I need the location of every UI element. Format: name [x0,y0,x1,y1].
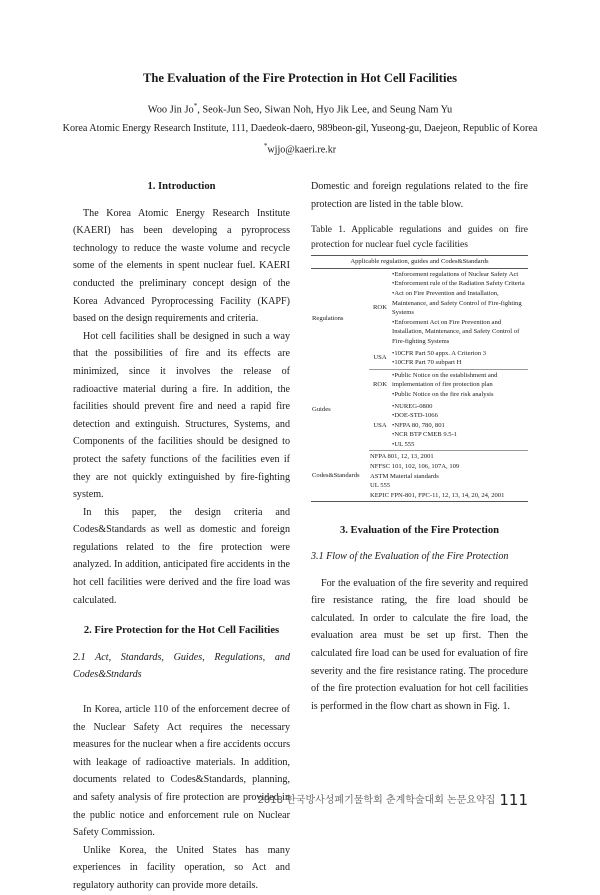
regulations-label: Regulations [312,315,344,323]
list-item: • NFPA 80, 780, 801 [392,421,527,431]
paper-title: The Evaluation of the Fire Protection in Hot Cell Facilities [143,71,457,85]
table-header: Applicable regulation, guides and Codes&Standards [311,256,528,269]
regulations-rok-items [391,268,528,347]
guides-usa-items [391,401,528,451]
list-item: • 10CFR Part 50 appx. A Criterion 3 [392,349,527,359]
affiliation: Korea Atomic Energy Research Institute, 111, Daedeok-daero, 989beon-gil, Yuseong-gu, Daejeon, Republic of Korea [62,123,538,134]
codes-standards-items [369,451,528,502]
codes-standards-label: Codes&Standards [311,451,369,502]
regulations-usa-label: USA [369,348,391,370]
email-mark: * [263,142,268,150]
left-column [73,178,290,895]
list-item: KEPIC FPN-801, FPC-11, 12, 13, 14, 20, 24, 2001 [370,491,505,499]
list-item: ASTM Material standards [370,472,439,480]
page-footer [258,791,529,809]
subsection-2-1-heading: 2.1 Act, Standards, Guides, Regulations, and Codes&Stndards [73,651,290,681]
table-caption: Table 1. Applicable regulations and guides on fire protection for nuclear fuel cycle facilities [311,225,528,251]
list-item: • Public Notice on the establishment and implementation of fire protection plan [392,371,527,390]
section-introduction-heading: 1. Introduction [147,181,216,192]
regulations-rok-label: ROK [373,304,387,312]
section-2-1-paragraph-1: In Korea, article 110 of the enforcement decree of the Nuclear Safety Act requires the necessary measures for the nuclear when a fire accidents occurs with leakage of radioactive materials. In addition, documents related to Codes&Standards, planning, and safety analysis of fire protection are provided in the public notice and enforcement rule on Nuclear Safety Commission. [73,704,290,839]
guides-label: Guides [312,406,331,414]
conference-name: 2018 한국방사성폐기물학회 춘계학술대회 논문요약집 [257,795,496,806]
subsection-3-1-heading: 3.1 Flow of the Evaluation of the Fire Protection [311,551,509,563]
list-item: • 10CFR Part 70 subpart H [392,358,527,368]
corresponding-mark: * [193,102,198,110]
guides-rok-label: ROK [373,381,387,389]
regulations-table [311,255,528,502]
list-item: • Enforcement regulations of Nuclear Safety Act [392,270,527,280]
section-3-1-paragraph: For the evaluation of the fire severity and required fire resistance rating, the fire load should be calculated. In order to calculate the fire load, the evaluation area must be set up first. Then the calculated fire load can be used for evaluation of fire severity and the fire resistance rating. The procedure of the fire protection evaluation for hot cell facilities is performed in the flow chart as shown in Fig. 1. [311,577,528,712]
intro-paragraph-2: Hot cell facilities shall be designed in such a way that the possibilities of fire and its effects are minimized, since it involves the release of radioactive material during a fire. In addition, the facilities should prevent fire and need a rapid fire detection and extinguish. Structures, Systems, and Components of the facilities should be designed to protect the safety functions of the facilities even if they are not quickly extinguished by fire-fighting system. [73,330,290,501]
continuation-paragraph: Domestic and foreign regulations related to the fire protection are listed in the table blow. [311,181,528,210]
list-item: NFFSC 101, 102, 106, 107A, 109 [370,463,460,471]
list-item: • Enforcement rule of the Radiation Safety Criteria [392,279,527,289]
regulations-usa-items [391,348,528,370]
section-2-1-paragraph-2: Unlike Korea, the United States has many experiences in facility operation, so Act and regulatory authority can provide more details. [73,844,290,891]
page-number: 111 [499,791,528,809]
list-item: NFPA 801, 12, 13, 2001 [370,453,434,461]
list-item: • NCR BTP CMEB 9.5-1 [392,430,527,440]
section-evaluation-heading: 3. Evaluation of the Fire Protection [339,525,500,537]
corresponding-author: Woo Jin Jo [147,104,194,116]
section-fire-protection-heading: 2. Fire Protection for the Hot Cell Facilities [83,625,280,637]
email-address: wjjo@kaeri.re.kr [267,144,337,156]
intro-paragraph-1: The Korea Atomic Energy Research Institute (KAERI) has been developing a pyroprocess technology to reduce the waste volume and recycle some of the elements in spent nuclear fuel. KAERI conducted the preliminary concept design of the Korea Advanced Pyroprocessing Facility (KAPF) based on the design requirements and criteria. [73,207,290,325]
list-item: • UL 555 [392,440,527,450]
guides-usa-label: USA [369,401,391,451]
list-item: • Public Notice on the fire risk analysis [392,390,527,400]
list-item: • NUREG-0800 [392,402,527,412]
list-item: • Enforcement Act on Fire Prevention and Installation, Maintenance, and Safety Control of Fire-fighting Systems [392,318,527,347]
intro-paragraph-3: In this paper, the design criteria and Codes&Standards as well as domestic and foreign regulations related to the fire protection were analyzed. In addition, anticipated fire accidents in the hot cell facilities were derived and the fire load was calculated. [73,506,290,606]
guides-rok-items [391,369,528,400]
right-column [311,178,528,715]
list-item: UL 555 [370,482,391,490]
author-list [0,102,600,115]
list-item: • Act on Fire Prevention and Installation, Maintenance, and Safety Control of Fire-fighting Systems [392,289,527,318]
list-item: • DOE-STD-1066 [392,411,527,421]
contact-email [0,142,600,155]
co-authors: , Seok-Jun Seo, Siwan Noh, Hyo Jik Lee, and Seung Nam Yu [197,104,453,116]
